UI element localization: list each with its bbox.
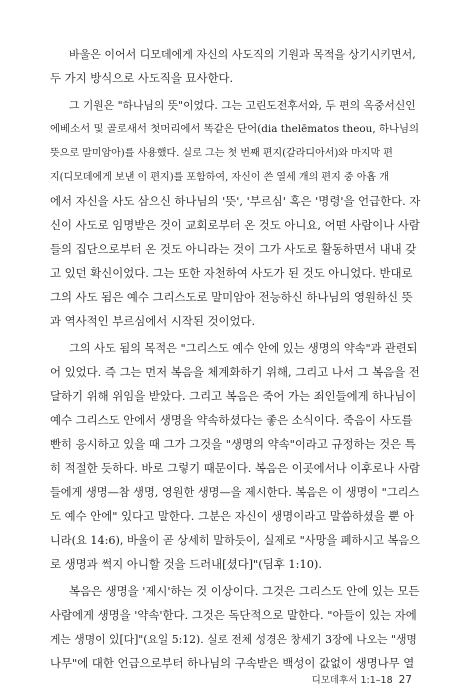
- paragraph-line: 그 기원은 "하나님의 뜻"이었다. 그는 고린도전후서와, 두 편의 옥중서신인: [69, 99, 416, 112]
- paragraph-line: 복음은 생명을 '제시'하는 것 이상이다. 그것은 그리스도 안에 있는 모든: [69, 584, 420, 598]
- paragraph-line: 빤히 응시하고 있을 때 그가 그것을 "생명의 약속"이라고 규정하는 것은 특: [50, 437, 416, 451]
- paragraph-line: 사람에게 생명을 '약속'한다. 그것은 독단적으로 말한다. "아들이 있는 자에: [50, 608, 417, 622]
- paragraph-line: 뜻으로 말미암아)를 사용했다. 실로 그는 첫 번째 편지(갈라디아서)와 마지막 편: [50, 148, 393, 159]
- paragraph-line: 나무"에 대한 언급으로부터 하나님의 구속받은 백성이 값없이 생명나무 열: [50, 656, 415, 670]
- page-footer: [312, 672, 412, 686]
- paragraph-line: 고 있던 확신이었다. 그는 또한 자천하여 사도가 된 것도 아니었다. 반대로: [50, 266, 413, 280]
- paragraph-line: 예수 그리스도 안에서 생명을 약속하셨다는 좋은 소식이다. 죽음이 사도를: [50, 413, 413, 427]
- paragraph-line: 에서 자신을 사도 삼으신 하나님의 '뜻', '부르심' 혹은 '명령'을 언급한다. 자: [50, 194, 421, 208]
- paragraph-line: 달하기 위해 위임을 받았다. 그리고 복음은 죽어 가는 죄인들에게 하나님이: [50, 389, 417, 403]
- paragraph-line: 들에게 생명—참 생명, 영원한 생명—을 제시한다. 복음은 이 생명이 "그리스: [50, 486, 420, 499]
- running-head: 디모데후서 1:1–18: [311, 675, 393, 686]
- paragraph-line: 니라(요 14:6), 바울이 곧 상세히 말하듯이, 실제로 "사망을 폐하시고 복음으: [50, 534, 420, 547]
- paragraph-line: 그의 사도 됨은 예수 그리스도로 말미암아 전능하신 하나님의 영원하신 뜻: [50, 290, 413, 304]
- paragraph-line: 들의 집단으로부터 온 것도 아니라는 것이 그가 사도로 활동하면서 내내 갖: [50, 242, 417, 256]
- paragraph-line: 어 있었다. 즉 그는 먼저 복음을 체계화하기 위해, 그리고 나서 그 복음을 전: [50, 365, 420, 379]
- paragraph-line: 에베소서 및 골로새서 첫머리에서 똑같은 단어(dia thelēmatos theou, 하나님의: [50, 123, 420, 135]
- paragraph-line: 그의 사도 됨의 목적은 "그리스도 예수 안에 있는 생명의 약속"과 관련되: [69, 342, 418, 355]
- paragraph-line: 히 적절한 듯하다. 바로 그렇기 때문이다. 복음은 이곳에서나 이후로나 사람: [50, 461, 420, 475]
- paragraph-line: 지(디모데에게 보낸 이 편지)를 포함하여, 자신이 쓴 열세 개의 편지 중 아홉 개: [50, 172, 389, 183]
- paragraph-line: 두 가지 방식으로 사도직을 묘사한다.: [50, 71, 234, 85]
- paragraph-line: 로 생명과 썩지 아니할 것을 드러내[셨다]"(딤후 1:10).: [50, 557, 323, 571]
- paragraph-line: 게는 생명이 있[다]"(요일 5:12). 실로 전체 성경은 창세기 3장에 나오는 "생명: [50, 633, 417, 646]
- paragraph-line: 과 역사적인 부르심에서 시작된 것이었다.: [50, 314, 256, 328]
- paragraph-line: 도 예수 안에" 있다고 말한다. 그분은 자신이 생명이라고 말씀하셨을 뿐 아: [50, 509, 415, 523]
- paragraph-line: 신이 사도로 임명받은 것이 교회로부터 온 것도 아니요, 어떤 사람이나 사람: [50, 218, 420, 232]
- paragraph-line: 바울은 이어서 디모데에게 자신의 사도직의 기원과 목적을 상기시키면서,: [69, 48, 416, 61]
- page-number: 27: [398, 674, 412, 686]
